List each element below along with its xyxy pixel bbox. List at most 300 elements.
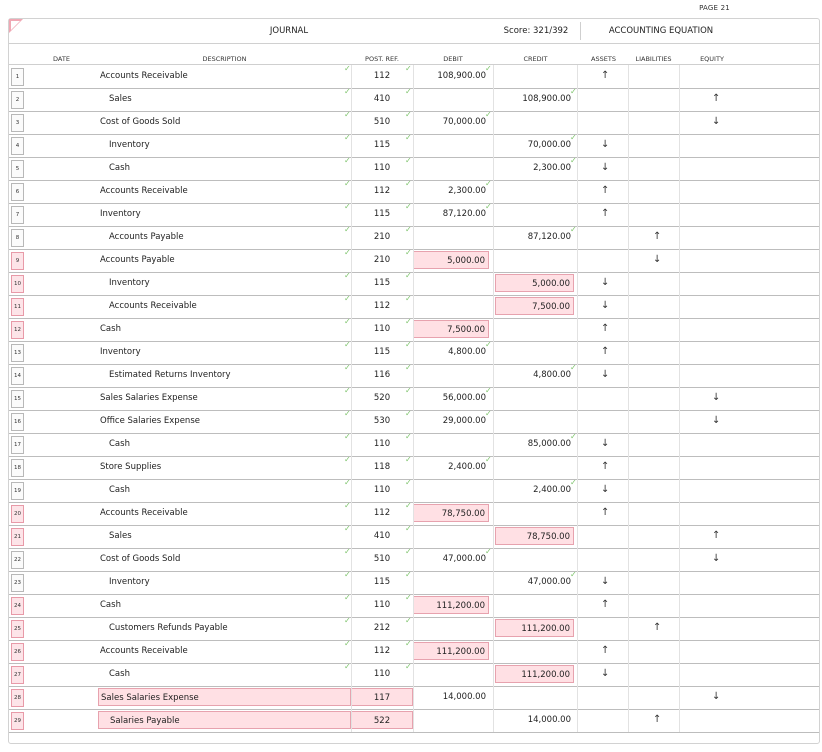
- debit-input[interactable]: 2,400.00: [448, 462, 486, 472]
- post-ref-input[interactable]: 112: [373, 71, 391, 81]
- check-icon: ✓: [405, 156, 412, 165]
- divider: [493, 88, 494, 111]
- row-number: 13: [11, 344, 24, 362]
- divider: [679, 456, 680, 479]
- post-ref-input[interactable]: 530: [373, 416, 391, 426]
- credit-input[interactable]: [495, 596, 574, 614]
- check-icon: ✓: [344, 409, 351, 418]
- description-input[interactable]: Sales Salaries Expense: [98, 688, 351, 706]
- credit-input[interactable]: [495, 67, 574, 85]
- check-icon: ✓: [405, 271, 412, 280]
- description-input[interactable]: Cost of Goods Sold: [100, 117, 181, 127]
- row-number: 10: [11, 275, 24, 293]
- debit-input[interactable]: 7,500.00: [413, 320, 489, 338]
- divider: [679, 410, 680, 433]
- divider: [679, 525, 680, 548]
- divider: [577, 341, 578, 364]
- date-input[interactable]: [25, 458, 98, 476]
- date-input[interactable]: [25, 366, 98, 384]
- post-ref-input[interactable]: 112: [373, 301, 391, 311]
- post-ref-input[interactable]: 117: [351, 688, 413, 706]
- post-ref-input[interactable]: 115: [373, 140, 391, 150]
- divider: [628, 640, 629, 663]
- equity-arrow-icon[interactable]: ↑: [712, 93, 721, 104]
- assets-arrow-icon[interactable]: ↑: [601, 645, 610, 656]
- credit-input[interactable]: 108,900.00: [522, 94, 571, 104]
- date-input[interactable]: [25, 297, 98, 315]
- debit-input[interactable]: [413, 136, 489, 154]
- date-input[interactable]: [25, 527, 98, 545]
- journal-row: [9, 111, 819, 135]
- credit-input[interactable]: [495, 182, 574, 200]
- check-icon: ✓: [344, 271, 351, 280]
- divider: [628, 249, 629, 272]
- divider: [351, 433, 352, 456]
- divider: [628, 157, 629, 180]
- divider: [577, 594, 578, 617]
- description-input[interactable]: Cash: [100, 324, 121, 334]
- date-input[interactable]: [25, 159, 98, 177]
- equity-arrow-icon[interactable]: ↓: [712, 691, 721, 702]
- credit-input[interactable]: 2,400.00: [533, 485, 571, 495]
- divider: [679, 134, 680, 157]
- journal-row: [9, 456, 819, 480]
- divider: [628, 65, 629, 88]
- description-input[interactable]: Accounts Receivable: [100, 646, 188, 656]
- date-input[interactable]: [25, 274, 98, 292]
- divider: [577, 111, 578, 134]
- post-ref-input[interactable]: 115: [373, 577, 391, 587]
- divider: [493, 295, 494, 318]
- credit-input[interactable]: 78,750.00: [495, 527, 574, 545]
- debit-input[interactable]: [413, 90, 489, 108]
- check-icon: ✓: [344, 225, 351, 234]
- check-icon: ✓: [344, 478, 351, 487]
- date-input[interactable]: [25, 136, 98, 154]
- row-number: 6: [11, 183, 24, 201]
- check-icon: ✓: [570, 478, 577, 487]
- post-ref-input[interactable]: 115: [373, 209, 391, 219]
- divider: [679, 157, 680, 180]
- check-icon: ✓: [344, 202, 351, 211]
- divider: [351, 226, 352, 249]
- date-input[interactable]: [25, 642, 98, 660]
- description-input[interactable]: Salaries Payable: [98, 711, 351, 729]
- check-icon: ✓: [405, 409, 412, 418]
- debit-input[interactable]: [413, 297, 489, 315]
- assets-arrow-icon[interactable]: ↑: [601, 323, 610, 334]
- debit-input[interactable]: 111,200.00: [413, 642, 489, 660]
- liabilities-arrow-icon[interactable]: ↑: [653, 622, 662, 633]
- divider: [577, 410, 578, 433]
- divider: [679, 341, 680, 364]
- debit-input[interactable]: [413, 665, 489, 683]
- check-icon: ✓: [344, 662, 351, 671]
- divider: [577, 617, 578, 640]
- divider: [628, 433, 629, 456]
- post-ref-input[interactable]: 110: [373, 600, 391, 610]
- divider: [679, 502, 680, 525]
- date-input[interactable]: [25, 711, 98, 729]
- debit-input[interactable]: 87,120.00: [442, 209, 486, 219]
- credit-input[interactable]: [495, 251, 574, 269]
- debit-input[interactable]: 2,300.00: [448, 186, 486, 196]
- journal-row: [9, 525, 819, 549]
- assets-arrow-icon[interactable]: ↑: [601, 461, 610, 472]
- divider: [628, 134, 629, 157]
- date-input[interactable]: [25, 228, 98, 246]
- divider: [679, 709, 680, 732]
- description-input[interactable]: Sales: [109, 531, 132, 541]
- divider: [628, 226, 629, 249]
- debit-input[interactable]: [413, 711, 489, 729]
- date-input[interactable]: [25, 596, 98, 614]
- post-ref-input[interactable]: 522: [351, 711, 413, 729]
- divider: [351, 387, 352, 410]
- divider: [679, 387, 680, 410]
- check-icon: ✓: [405, 547, 412, 556]
- divider: [577, 387, 578, 410]
- check-icon: ✓: [405, 133, 412, 142]
- credit-input[interactable]: [495, 550, 574, 568]
- description-input[interactable]: Sales Salaries Expense: [100, 393, 198, 403]
- divider: [413, 295, 414, 318]
- assets-arrow-icon[interactable]: ↓: [601, 277, 610, 288]
- description-input[interactable]: Accounts Receivable: [100, 71, 188, 81]
- divider: [351, 640, 352, 663]
- journal-row: [9, 134, 819, 158]
- post-ref-input[interactable]: 520: [373, 393, 391, 403]
- journal-row: [9, 663, 819, 687]
- journal-row: [9, 249, 819, 273]
- divider: [493, 479, 494, 502]
- divider: [413, 594, 414, 617]
- description-input[interactable]: Accounts Receivable: [109, 301, 197, 311]
- description-input[interactable]: Cash: [109, 163, 130, 173]
- date-input[interactable]: [25, 205, 98, 223]
- check-icon: ✓: [405, 248, 412, 257]
- divider: [413, 364, 414, 387]
- date-input[interactable]: [25, 481, 98, 499]
- date-input[interactable]: [25, 251, 98, 269]
- journal-frame: [8, 18, 820, 744]
- credit-input[interactable]: [495, 320, 574, 338]
- check-icon: ✓: [570, 87, 577, 96]
- assets-arrow-icon[interactable]: ↑: [601, 208, 610, 219]
- divider: [413, 180, 414, 203]
- row-number: 21: [11, 528, 24, 546]
- assets-arrow-icon[interactable]: ↓: [601, 139, 610, 150]
- description-input[interactable]: Estimated Returns Inventory: [109, 370, 231, 380]
- post-ref-input[interactable]: 510: [373, 117, 391, 127]
- journal-row: [9, 88, 819, 112]
- divider: [577, 88, 578, 111]
- post-ref-input[interactable]: 115: [373, 347, 391, 357]
- journal-row: [9, 341, 819, 365]
- date-input[interactable]: [25, 412, 98, 430]
- debit-input[interactable]: [413, 366, 489, 384]
- debit-input[interactable]: [413, 228, 489, 246]
- divider: [493, 502, 494, 525]
- debit-input[interactable]: 70,000.00: [442, 117, 486, 127]
- assets-arrow-icon[interactable]: ↓: [601, 576, 610, 587]
- row-number: 16: [11, 413, 24, 431]
- divider: [493, 318, 494, 341]
- description-input[interactable]: Cash: [109, 439, 130, 449]
- equity-arrow-icon[interactable]: ↓: [712, 553, 721, 564]
- description-input[interactable]: Cash: [109, 669, 130, 679]
- credit-input[interactable]: [495, 389, 574, 407]
- credit-input[interactable]: 87,120.00: [527, 232, 571, 242]
- post-ref-input[interactable]: 110: [373, 669, 391, 679]
- check-icon: ✓: [570, 432, 577, 441]
- post-ref-input[interactable]: 112: [373, 508, 391, 518]
- description-input[interactable]: Customers Refunds Payable: [109, 623, 228, 633]
- description-input[interactable]: Cost of Goods Sold: [100, 554, 181, 564]
- post-ref-input[interactable]: 110: [373, 485, 391, 495]
- row-number: 4: [11, 137, 24, 155]
- description-input[interactable]: Sales: [109, 94, 132, 104]
- divider: [679, 571, 680, 594]
- description-input[interactable]: Inventory: [100, 209, 141, 219]
- debit-input[interactable]: 5,000.00: [413, 251, 489, 269]
- credit-input[interactable]: 47,000.00: [527, 577, 571, 587]
- post-ref-input[interactable]: 112: [373, 646, 391, 656]
- journal-row: [9, 157, 819, 181]
- check-icon: ✓: [405, 87, 412, 96]
- check-icon: ✓: [405, 524, 412, 533]
- description-input[interactable]: Store Supplies: [100, 462, 162, 472]
- check-icon: ✓: [405, 110, 412, 119]
- date-input[interactable]: [25, 435, 98, 453]
- check-icon: ✓: [405, 386, 412, 395]
- date-input[interactable]: [25, 504, 98, 522]
- equity-arrow-icon[interactable]: ↓: [712, 116, 721, 127]
- divider: [493, 709, 494, 732]
- description-input[interactable]: Inventory: [100, 347, 141, 357]
- divider: [493, 203, 494, 226]
- flag-icon-inner: [11, 21, 20, 30]
- credit-input[interactable]: [495, 412, 574, 430]
- description-input[interactable]: Cash: [100, 600, 121, 610]
- assets-arrow-icon[interactable]: ↓: [601, 668, 610, 679]
- post-ref-input[interactable]: 210: [373, 255, 391, 265]
- divider: [679, 65, 680, 88]
- row-number: 23: [11, 574, 24, 592]
- credit-input[interactable]: 111,200.00: [495, 619, 574, 637]
- assets-arrow-icon[interactable]: ↓: [601, 162, 610, 173]
- assets-arrow-icon[interactable]: ↓: [601, 369, 610, 380]
- divider: [493, 571, 494, 594]
- check-icon: ✓: [485, 110, 492, 119]
- credit-input[interactable]: [495, 343, 574, 361]
- description-input[interactable]: Cash: [109, 485, 130, 495]
- check-icon: ✓: [485, 409, 492, 418]
- debit-input[interactable]: 78,750.00: [413, 504, 489, 522]
- debit-input[interactable]: 111,200.00: [413, 596, 489, 614]
- divider: [493, 640, 494, 663]
- date-input[interactable]: [25, 320, 98, 338]
- divider: [577, 433, 578, 456]
- liabilities-arrow-icon[interactable]: ↑: [653, 231, 662, 242]
- check-icon: ✓: [485, 386, 492, 395]
- description-input[interactable]: Inventory: [109, 577, 150, 587]
- liabilities-arrow-icon[interactable]: ↓: [653, 254, 662, 265]
- check-icon: ✓: [405, 179, 412, 188]
- debit-input[interactable]: 4,800.00: [448, 347, 486, 357]
- row-number: 18: [11, 459, 24, 477]
- check-icon: ✓: [485, 340, 492, 349]
- credit-input[interactable]: [495, 113, 574, 131]
- divider: [493, 65, 494, 88]
- credit-input[interactable]: 4,800.00: [533, 370, 571, 380]
- row-number: 26: [11, 643, 24, 661]
- post-ref-input[interactable]: 112: [373, 186, 391, 196]
- date-input[interactable]: [25, 665, 98, 683]
- check-icon: ✓: [344, 64, 351, 73]
- journal-row: [9, 226, 819, 250]
- liabilities-arrow-icon[interactable]: ↑: [653, 714, 662, 725]
- header-date: DATE: [53, 55, 70, 63]
- post-ref-input[interactable]: 118: [373, 462, 391, 472]
- date-input[interactable]: [25, 67, 98, 85]
- check-icon: ✓: [570, 225, 577, 234]
- post-ref-input[interactable]: 410: [373, 531, 391, 541]
- divider: [679, 226, 680, 249]
- journal-row: [9, 479, 819, 503]
- description-input[interactable]: Accounts Payable: [100, 255, 175, 265]
- debit-input[interactable]: [413, 527, 489, 545]
- divider: [413, 640, 414, 663]
- post-ref-input[interactable]: 510: [373, 554, 391, 564]
- debit-input[interactable]: [413, 573, 489, 591]
- check-icon: ✓: [344, 501, 351, 510]
- check-icon: ✓: [344, 432, 351, 441]
- divider: [679, 617, 680, 640]
- row-number: 9: [11, 252, 24, 270]
- divider: [493, 226, 494, 249]
- description-input[interactable]: Accounts Payable: [109, 232, 184, 242]
- post-ref-input[interactable]: 210: [373, 232, 391, 242]
- divider: [413, 571, 414, 594]
- divider: [351, 709, 352, 732]
- row-number: 29: [11, 712, 24, 730]
- credit-input[interactable]: [495, 504, 574, 522]
- post-ref-input[interactable]: 110: [373, 163, 391, 173]
- divider: [679, 433, 680, 456]
- row-number: 12: [11, 321, 24, 339]
- assets-arrow-icon[interactable]: ↑: [601, 70, 610, 81]
- row-number: 5: [11, 160, 24, 178]
- debit-input[interactable]: 56,000.00: [442, 393, 486, 403]
- debit-input[interactable]: 108,900.00: [437, 71, 486, 81]
- divider: [351, 88, 352, 111]
- divider: [577, 203, 578, 226]
- date-input[interactable]: [25, 619, 98, 637]
- divider: [351, 663, 352, 686]
- date-input[interactable]: [25, 90, 98, 108]
- assets-arrow-icon[interactable]: ↓: [601, 438, 610, 449]
- divider: [351, 295, 352, 318]
- debit-input[interactable]: [413, 435, 489, 453]
- description-input[interactable]: Office Salaries Expense: [100, 416, 200, 426]
- header-description: DESCRIPTION: [202, 55, 247, 63]
- divider: [577, 686, 578, 709]
- date-input[interactable]: [25, 573, 98, 591]
- description-input[interactable]: Inventory: [109, 140, 150, 150]
- post-ref-input[interactable]: 115: [373, 278, 391, 288]
- assets-arrow-icon[interactable]: ↓: [601, 484, 610, 495]
- credit-input[interactable]: [495, 205, 574, 223]
- post-ref-input[interactable]: 110: [373, 439, 391, 449]
- assets-arrow-icon[interactable]: ↑: [601, 507, 610, 518]
- date-input[interactable]: [25, 688, 98, 706]
- assets-arrow-icon[interactable]: ↑: [601, 599, 610, 610]
- credit-input[interactable]: 111,200.00: [495, 665, 574, 683]
- credit-input[interactable]: [495, 688, 574, 706]
- divider: [493, 180, 494, 203]
- divider: [351, 479, 352, 502]
- divider: [351, 65, 352, 88]
- post-ref-input[interactable]: 410: [373, 94, 391, 104]
- journal-row: [9, 203, 819, 227]
- date-input[interactable]: [25, 550, 98, 568]
- assets-arrow-icon[interactable]: ↑: [601, 346, 610, 357]
- post-ref-input[interactable]: 110: [373, 324, 391, 334]
- date-input[interactable]: [25, 182, 98, 200]
- equity-arrow-icon[interactable]: ↓: [712, 392, 721, 403]
- check-icon: ✓: [405, 570, 412, 579]
- credit-input[interactable]: 7,500.00: [495, 297, 574, 315]
- post-ref-input[interactable]: 116: [373, 370, 391, 380]
- debit-input[interactable]: 47,000.00: [442, 554, 486, 564]
- debit-input[interactable]: [413, 481, 489, 499]
- check-icon: ✓: [344, 616, 351, 625]
- debit-input[interactable]: [413, 619, 489, 637]
- assets-arrow-icon[interactable]: ↑: [601, 185, 610, 196]
- assets-arrow-icon[interactable]: ↓: [601, 300, 610, 311]
- equity-arrow-icon[interactable]: ↑: [712, 530, 721, 541]
- description-input[interactable]: Accounts Receivable: [100, 508, 188, 518]
- check-icon: ✓: [344, 133, 351, 142]
- debit-input[interactable]: [413, 159, 489, 177]
- date-input[interactable]: [25, 343, 98, 361]
- date-input[interactable]: [25, 389, 98, 407]
- equity-arrow-icon[interactable]: ↓: [712, 415, 721, 426]
- credit-input[interactable]: [495, 642, 574, 660]
- credit-input[interactable]: 2,300.00: [533, 163, 571, 173]
- divider: [413, 111, 414, 134]
- credit-input[interactable]: [495, 458, 574, 476]
- divider: [628, 295, 629, 318]
- divider: [679, 203, 680, 226]
- divider: [413, 525, 414, 548]
- credit-input[interactable]: 5,000.00: [495, 274, 574, 292]
- credit-input[interactable]: 14,000.00: [527, 715, 571, 725]
- date-input[interactable]: [25, 113, 98, 131]
- credit-input[interactable]: 85,000.00: [527, 439, 571, 449]
- debit-input[interactable]: 29,000.00: [442, 416, 486, 426]
- credit-input[interactable]: 70,000.00: [527, 140, 571, 150]
- post-ref-input[interactable]: 212: [373, 623, 391, 633]
- description-input[interactable]: Inventory: [109, 278, 150, 288]
- debit-input[interactable]: 14,000.00: [442, 692, 486, 702]
- divider: [351, 594, 352, 617]
- description-input[interactable]: Accounts Receivable: [100, 186, 188, 196]
- debit-input[interactable]: [413, 274, 489, 292]
- row-number: 14: [11, 367, 24, 385]
- divider: [577, 456, 578, 479]
